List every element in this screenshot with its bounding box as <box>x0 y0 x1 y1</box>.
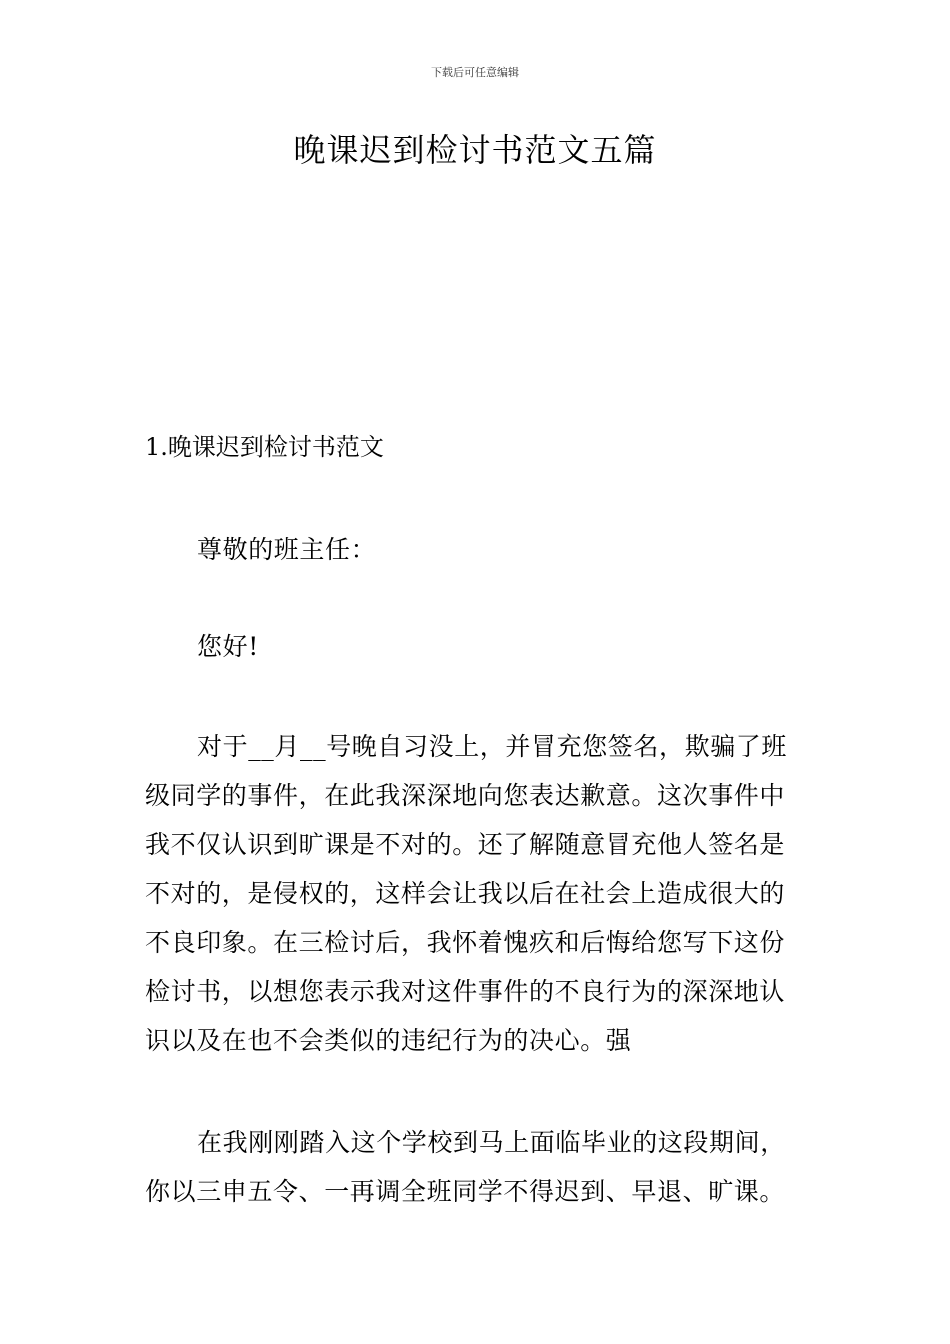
document-title: 晚课迟到检讨书范文五篇 <box>293 131 657 169</box>
body-paragraph: 对于__月__号晚自习没上，并冒充您签名，欺骗了班级同学的事件，在此我深深地向您表达歉意。这次事件中我不仅认识到旷课是不对的。还了解随意冒充他人签名是不对的，是侵权的，这样会让我以后在社会上造成很大的不良印象。在三检讨后，我怀着愧疚和后悔给您写下这份检讨书，以想您表示我对这件事件的不良行为的深深地认识以及在也不会类似的违纪行为的决心。强 <box>145 732 788 1055</box>
body-paragraph: 在我刚刚踏入这个学校到马上面临毕业的这段期间，你以三申五令、一再调全班同学不得迟到、早退、旷课。 <box>145 1128 786 1206</box>
header-note: 下载后可任意编辑 <box>431 66 519 79</box>
section-heading: 1.晚课迟到检讨书范文 <box>145 433 384 461</box>
greeting-paragraph: 您好! <box>197 632 259 661</box>
salutation-paragraph: 尊敬的班主任： <box>197 535 377 564</box>
